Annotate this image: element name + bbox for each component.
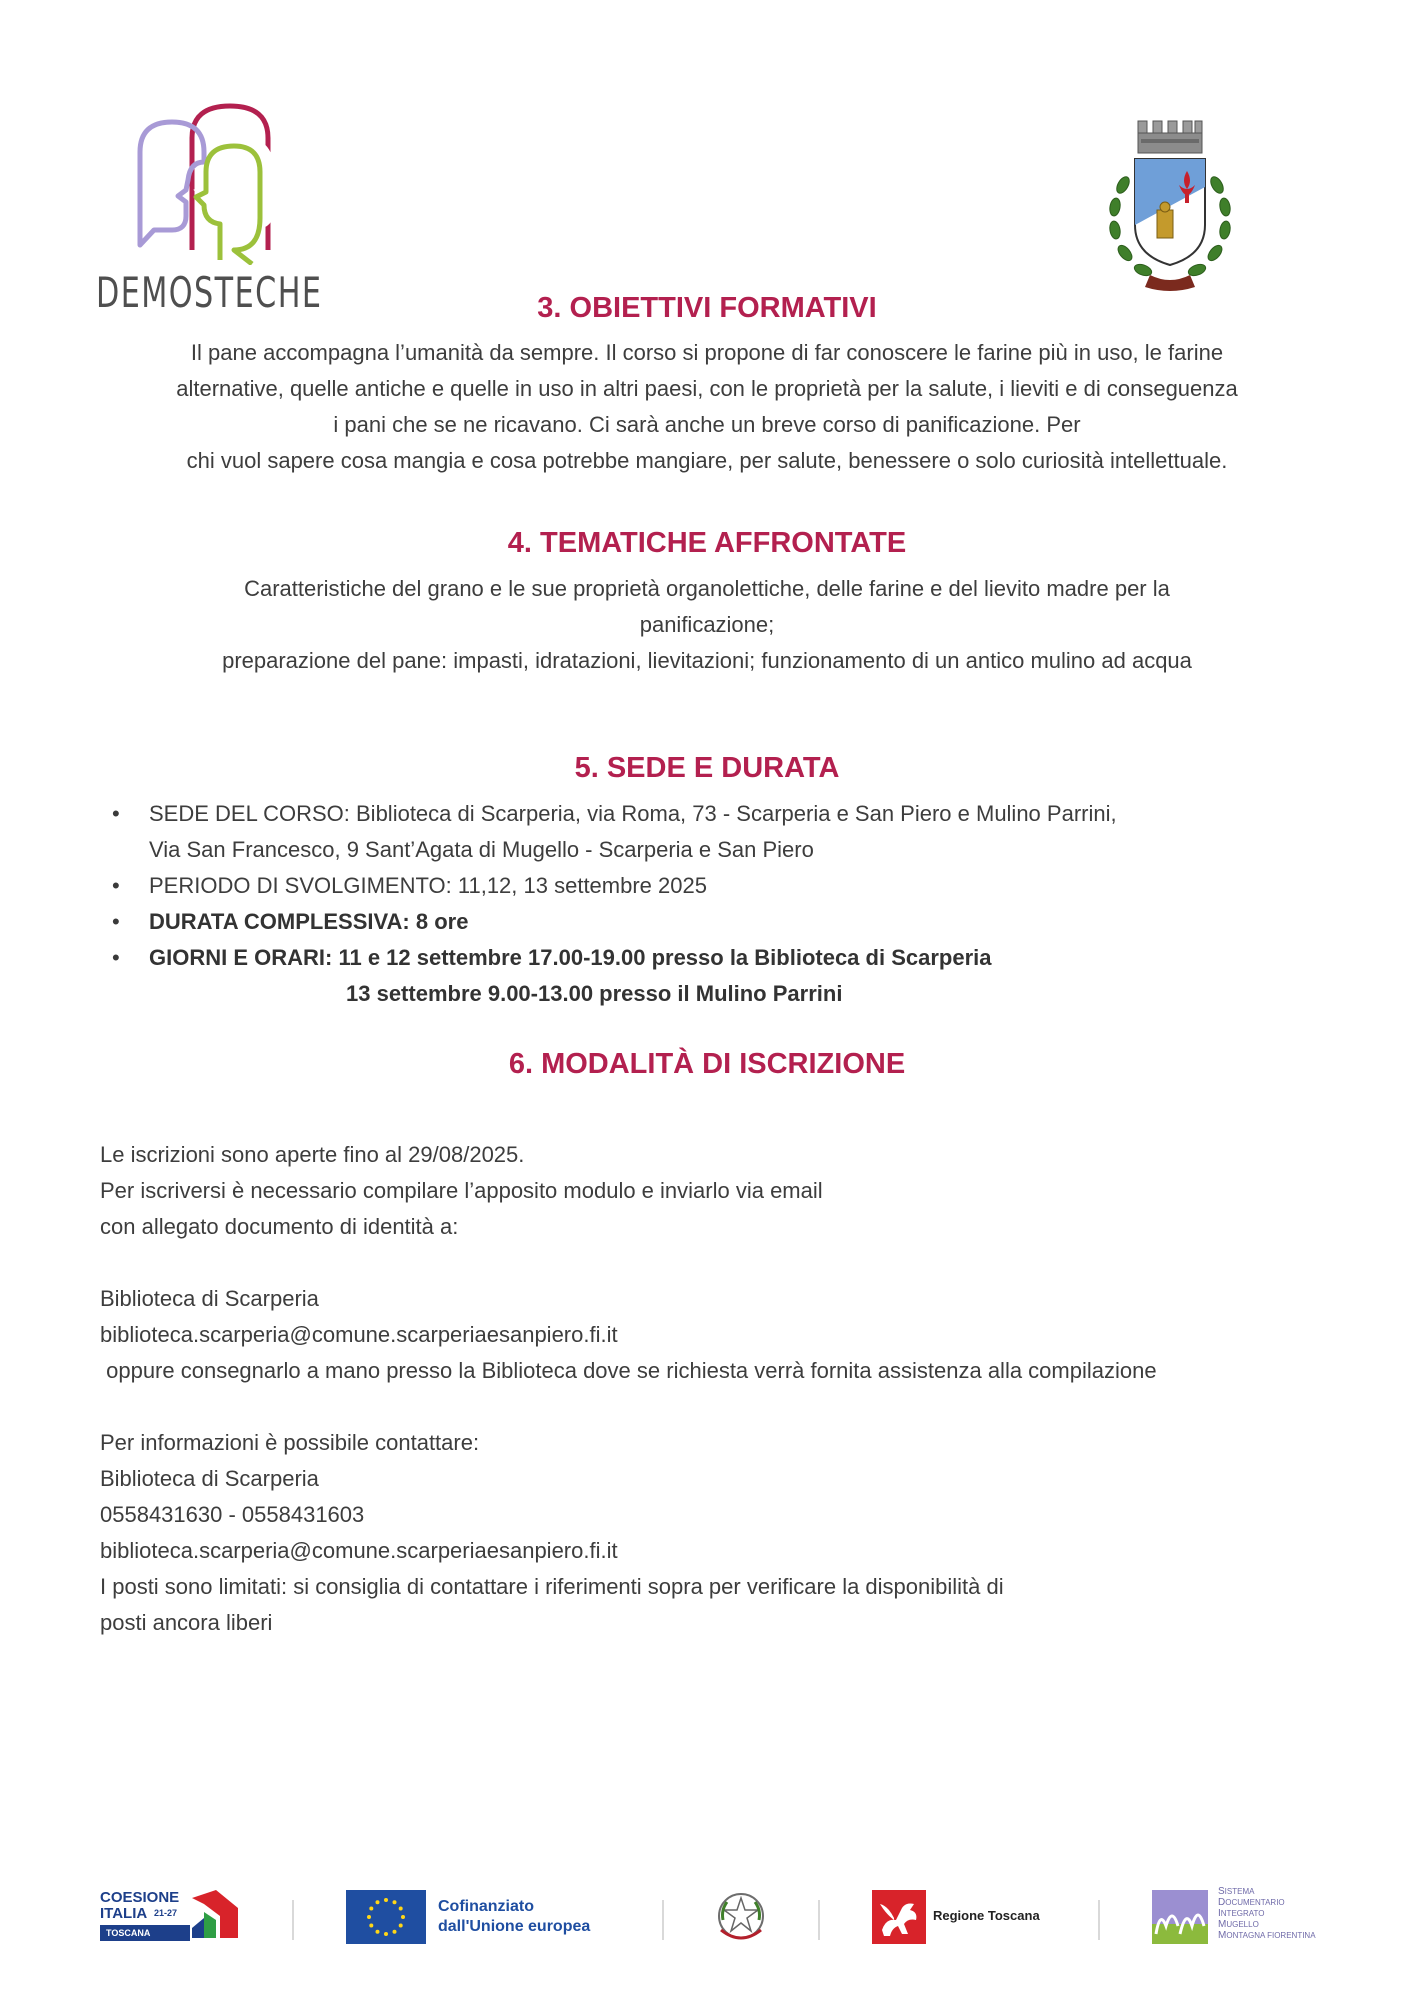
obiettivi-line: Il pane accompagna l’umanità da sempre. Il corso si propone di far conoscere le farine più in uso, le farine [190, 340, 1224, 365]
section-title-tematiche: 4. TEMATICHE AFFRONTATE [507, 527, 907, 559]
sdimmf-cap: M [1218, 1919, 1227, 1930]
section-title-iscrizione: 6. MODALITÀ DI ISCRIZIONE [508, 1048, 906, 1080]
regione-toscana-text: Regione Toscana [933, 1908, 1040, 1923]
iscrizione-line: I posti sono limitati: si consiglia di contattare i riferimenti sopra per verificare la disponibilità di [100, 1574, 1004, 1599]
bullet: • [112, 801, 120, 826]
obiettivi-line: alternative, quelle antiche e quelle in uso in altri paesi, con le proprietà per la salute, i lieviti e di conseguenza [176, 376, 1238, 401]
eu-flag-icon [346, 1890, 426, 1944]
sdimmf-cap: I [1218, 1908, 1221, 1919]
tematiche-text [80, 571, 1334, 679]
sdimmf-word: UGELLO [1226, 1920, 1259, 1929]
sede-item-location: SEDE DEL CORSO: Biblioteca di Scarperia, via Roma, 73 - Scarperia e San Piero e Mulino Parrini, [149, 801, 1117, 826]
iscrizione-line: posti ancora liberi [100, 1610, 273, 1635]
iscrizione-email-link[interactable]: biblioteca.scarperia@comune.scarperiaesanpiero.fi.it [100, 1538, 618, 1563]
bullet: • [112, 909, 120, 934]
sdimmf-cap: M [1218, 1930, 1227, 1941]
sdimmf-mountains-icon [1152, 1890, 1208, 1944]
coesione-years: 21-27 [154, 1908, 178, 1918]
section-title-obiettivi: 3. OBIETTIVI FORMATIVI [537, 292, 877, 324]
sdimmf-cap: D [1218, 1897, 1226, 1908]
coesione-italia: ITALIA [100, 1905, 148, 1922]
sede-item-schedule-cont: 13 settembre 9.00-13.00 presso il Mulino Parrini [346, 981, 843, 1006]
sdimmf-word: ISTEMA [1224, 1887, 1255, 1896]
iscrizione-line: Biblioteca di Scarperia [100, 1286, 319, 1311]
iscrizione-line: Per informazioni è possibile contattare: [100, 1430, 480, 1455]
obiettivi-line: chi vuol sapere cosa mangia e cosa potrebbe mangiare, per salute, benessere o solo curiosità intellettuale. [186, 448, 1228, 473]
footer-separator [292, 1900, 294, 1940]
iscrizione-line: Biblioteca di Scarperia [100, 1466, 319, 1491]
tematiche-line: preparazione del pane: impasti, idratazioni, lievitazioni; funzionamento di un antico mulino ad acqua [222, 648, 1192, 673]
demosteche-logo-text: DEMOSTECHE [96, 268, 323, 317]
bullet: • [112, 945, 120, 970]
sede-item-schedule: GIORNI E ORARI: 11 e 12 settembre 17.00-19.00 presso la Biblioteca di Scarperia [149, 945, 992, 970]
sede-item-location-cont: Via San Francesco, 9 Sant’Agata di Mugello - Scarperia e San Piero [149, 837, 814, 862]
footer-separator [818, 1900, 820, 1940]
sdimmf-cap: S [1218, 1886, 1225, 1897]
iscrizione-line [100, 1245, 1340, 1281]
coesione-flag-arrow-icon [190, 1888, 240, 1943]
obiettivi-line: i pani che se ne ricavano. Ci sarà anche un breve corso di panificazione. Per [333, 412, 1081, 437]
sdimmf-word: OCUMENTARIO [1225, 1898, 1285, 1907]
sdimmf-word: ONTAGNA FIORENTINA [1226, 1931, 1316, 1940]
sede-item-period: PERIODO DI SVOLGIMENTO: 11,12, 13 settembre 2025 [149, 873, 707, 898]
tematiche-line: Caratteristiche del grano e le sue proprietà organolettiche, delle farine e del lievito madre per la [244, 576, 1170, 601]
iscrizione-text [100, 1137, 1340, 1641]
obiettivi-text [80, 335, 1334, 479]
section-title-sede: 5. SEDE E DURATA [574, 752, 840, 784]
iscrizione-phone: 0558431630 - 0558431603 [100, 1502, 365, 1527]
iscrizione-line: oppure consegnarlo a mano presso la Biblioteca dove se richiesta verrà fornita assistenza alla compilazione [100, 1358, 1157, 1383]
bullet: • [112, 873, 120, 898]
eu-line2: dall'Unione europea [438, 1918, 591, 1935]
coesione-region: TOSCANA [100, 1925, 190, 1941]
italian-republic-emblem-icon [715, 1890, 767, 1944]
pegasus-icon [872, 1890, 926, 1944]
footer-separator [662, 1900, 664, 1940]
iscrizione-line: con allegato documento di identità a: [100, 1214, 459, 1239]
tematiche-line: panificazione; [639, 612, 775, 637]
eu-line1: Cofinanziato [438, 1898, 534, 1915]
coesione-title: COESIONE [100, 1889, 180, 1906]
iscrizione-email-link[interactable]: biblioteca.scarperia@comune.scarperiaesanpiero.fi.it [100, 1322, 618, 1347]
demosteche-heads-icon [130, 100, 280, 265]
footer-separator [1098, 1900, 1100, 1940]
sdimmf-text [1218, 1886, 1316, 1941]
sdimmf-word: NTEGRATO [1220, 1909, 1265, 1918]
iscrizione-line: Per iscriversi è necessario compilare l’apposito modulo e inviarlo via email [100, 1178, 823, 1203]
sede-item-duration: DURATA COMPLESSIVA: 8 ore [149, 909, 469, 934]
iscrizione-line: Le iscrizioni sono aperte fino al 29/08/2025. [100, 1142, 525, 1167]
municipal-crest-icon [1095, 115, 1245, 300]
iscrizione-line [100, 1389, 1340, 1425]
